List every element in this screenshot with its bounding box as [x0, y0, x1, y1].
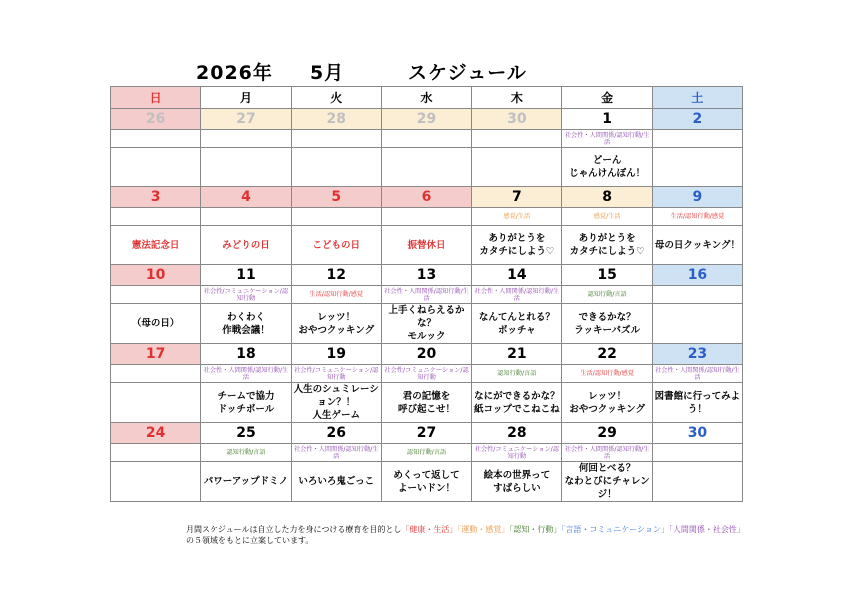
domain-tag: 社会性・人間関係/認知行動/生活	[472, 286, 562, 304]
activity-text: （母の日）	[111, 304, 201, 344]
date-cell: 14	[472, 265, 562, 286]
domain-tag: 認知行動/言語	[472, 365, 562, 383]
activity-text	[381, 148, 471, 187]
activity-row	[111, 226, 743, 265]
domain-tag: 感覚/生活	[472, 208, 562, 226]
date-cell: 28	[472, 423, 562, 444]
activity-text: レッツ！ おやつクッキング	[291, 304, 381, 344]
footer-note	[186, 524, 746, 546]
date-cell: 2	[652, 109, 742, 130]
date-row	[111, 344, 743, 365]
domain-tag: 社会性・人間関係/認知行動/生活	[562, 444, 652, 462]
activity-text	[201, 148, 291, 187]
date-cell: 27	[381, 423, 471, 444]
weekday-header: 火	[291, 87, 381, 109]
date-cell: 29	[381, 109, 471, 130]
activity-text: なにができるかな？ 紙コップでこねこね	[472, 383, 562, 423]
note-outro: の５領域をもとに立案しています。	[186, 536, 314, 545]
activity-text: どーん じゃんけんぽん！	[562, 148, 652, 187]
domain-tag	[201, 208, 291, 226]
note-cognition: 「認知・行動」	[509, 525, 562, 534]
weekday-header: 日	[111, 87, 201, 109]
date-cell: 10	[111, 265, 201, 286]
activity-text: 上手くねらえるかな？ モルック	[381, 304, 471, 344]
date-cell: 28	[291, 109, 381, 130]
domain-tag	[111, 130, 201, 148]
date-cell: 23	[652, 344, 742, 365]
domain-tag	[201, 130, 291, 148]
activity-row	[111, 148, 743, 187]
note-intro: 月間スケジュールは自立した力を身につける療育を目的とし	[186, 525, 402, 534]
domain-tag-row	[111, 130, 743, 148]
activity-text: 絵本の世界って すばらしい	[472, 462, 562, 502]
year-label: 2026年	[196, 62, 273, 84]
activity-text	[111, 383, 201, 423]
date-cell: 1	[562, 109, 652, 130]
date-cell: 7	[472, 187, 562, 208]
date-cell: 26	[111, 109, 201, 130]
activity-text: めくって返して よーいドン！	[381, 462, 471, 502]
domain-tag: 社会性/コミュニケーション/認知行動	[201, 286, 291, 304]
activity-text	[111, 148, 201, 187]
domain-tag: 認知行動/言語	[201, 444, 291, 462]
date-cell: 13	[381, 265, 471, 286]
date-cell: 15	[562, 265, 652, 286]
date-cell: 24	[111, 423, 201, 444]
domain-tag: 社会性・人間関係/認知行動/生活	[562, 130, 652, 148]
holiday-name: こどもの日	[291, 226, 381, 265]
date-cell: 22	[562, 344, 652, 365]
note-language: 「言語・コミュニケーション」	[561, 525, 669, 534]
domain-tag: 社会性・人間関係/認知行動/生活	[201, 365, 291, 383]
domain-tag	[291, 208, 381, 226]
activity-text	[652, 148, 742, 187]
domain-tag: 認知行動/言語	[562, 286, 652, 304]
domain-tag-row	[111, 444, 743, 462]
date-row	[111, 423, 743, 444]
activity-text	[652, 462, 742, 502]
activity-text: ありがとうを カタチにしよう♡	[562, 226, 652, 265]
activity-row	[111, 462, 743, 502]
date-cell: 29	[562, 423, 652, 444]
activity-text: いろいろ鬼ごっこ	[291, 462, 381, 502]
holiday-name: みどりの日	[201, 226, 291, 265]
activity-text: 何回とべる？ なわとびにチャレンジ！	[562, 462, 652, 502]
date-cell: 5	[291, 187, 381, 208]
weekday-header: 水	[381, 87, 471, 109]
date-cell: 12	[291, 265, 381, 286]
note-health: 「健康・生活」	[401, 525, 458, 534]
note-motion: 「運動・感覚」	[457, 525, 510, 534]
date-cell: 11	[201, 265, 291, 286]
domain-tag	[381, 130, 471, 148]
domain-tag	[291, 130, 381, 148]
date-cell: 18	[201, 344, 291, 365]
date-cell: 9	[652, 187, 742, 208]
activity-text: レッツ！ おやつクッキング	[562, 383, 652, 423]
weekday-header: 土	[652, 87, 742, 109]
domain-tag	[652, 444, 742, 462]
holiday-name: 憲法記念日	[111, 226, 201, 265]
date-cell: 21	[472, 344, 562, 365]
domain-tag: 認知行動/言語	[381, 444, 471, 462]
activity-text	[111, 462, 201, 502]
date-cell: 25	[201, 423, 291, 444]
domain-tag	[111, 286, 201, 304]
activity-text	[291, 148, 381, 187]
domain-tag: 社会性・人間関係/認知行動/生活	[381, 286, 471, 304]
domain-tag: 生活/認知行動/感覚	[652, 208, 742, 226]
activity-text	[472, 148, 562, 187]
activity-text: 図書館に行ってみよう！	[652, 383, 742, 423]
domain-tag	[111, 208, 201, 226]
activity-text: パワーアップドミノ	[201, 462, 291, 502]
domain-tag: 社会性/コミュニケーション/認知行動	[291, 365, 381, 383]
date-row	[111, 109, 743, 130]
activity-text: できるかな？ ラッキーパズル	[562, 304, 652, 344]
activity-text	[652, 304, 742, 344]
calendar-table	[110, 86, 743, 502]
domain-tag: 感覚/生活	[562, 208, 652, 226]
domain-tag: 社会性/コミュニケーション/認知行動	[381, 365, 471, 383]
date-cell: 6	[381, 187, 471, 208]
activity-row	[111, 383, 743, 423]
date-cell: 16	[652, 265, 742, 286]
domain-tag: 社会性/コミュニケーション/認知行動	[472, 444, 562, 462]
activity-text: なんてんとれる？ ボッチャ	[472, 304, 562, 344]
date-row	[111, 265, 743, 286]
domain-tag	[472, 130, 562, 148]
domain-tag: 社会性・人間関係/認知行動/生活	[291, 444, 381, 462]
date-cell: 30	[652, 423, 742, 444]
domain-tag-row	[111, 208, 743, 226]
date-cell: 17	[111, 344, 201, 365]
date-cell: 20	[381, 344, 471, 365]
weekday-header-row	[111, 87, 743, 109]
weekday-header: 月	[201, 87, 291, 109]
domain-tag	[111, 444, 201, 462]
domain-tag-row	[111, 365, 743, 383]
date-cell: 4	[201, 187, 291, 208]
page-title: スケジュール	[408, 62, 527, 84]
domain-tag	[652, 286, 742, 304]
activity-text: 人生のシュミレーション？！ 人生ゲーム	[291, 383, 381, 423]
activity-text: わくわく 作戦会議！	[201, 304, 291, 344]
activity-text: 君の記憶を 呼び起こせ！	[381, 383, 471, 423]
weekday-header: 金	[562, 87, 652, 109]
date-cell: 3	[111, 187, 201, 208]
domain-tag	[111, 365, 201, 383]
domain-tag: 社会性・人間関係/認知行動/生活	[652, 365, 742, 383]
date-cell: 8	[562, 187, 652, 208]
activity-row	[111, 304, 743, 344]
domain-tag-row	[111, 286, 743, 304]
holiday-name: 振替休日	[381, 226, 471, 265]
activity-text: ありがとうを カタチにしよう♡	[472, 226, 562, 265]
note-social: 「人間関係・社会性」	[668, 525, 745, 534]
domain-tag: 生活/認知行動/感覚	[291, 286, 381, 304]
domain-tag: 生活/認知行動/感覚	[562, 365, 652, 383]
date-cell: 30	[472, 109, 562, 130]
date-cell: 19	[291, 344, 381, 365]
activity-text: 母の日クッキング！	[652, 226, 742, 265]
activity-text: チームで協力 ドッチボール	[201, 383, 291, 423]
date-row	[111, 187, 743, 208]
domain-tag	[652, 130, 742, 148]
weekday-header: 木	[472, 87, 562, 109]
date-cell: 27	[201, 109, 291, 130]
domain-tag	[381, 208, 471, 226]
month-label: 5月	[310, 62, 345, 84]
date-cell: 26	[291, 423, 381, 444]
